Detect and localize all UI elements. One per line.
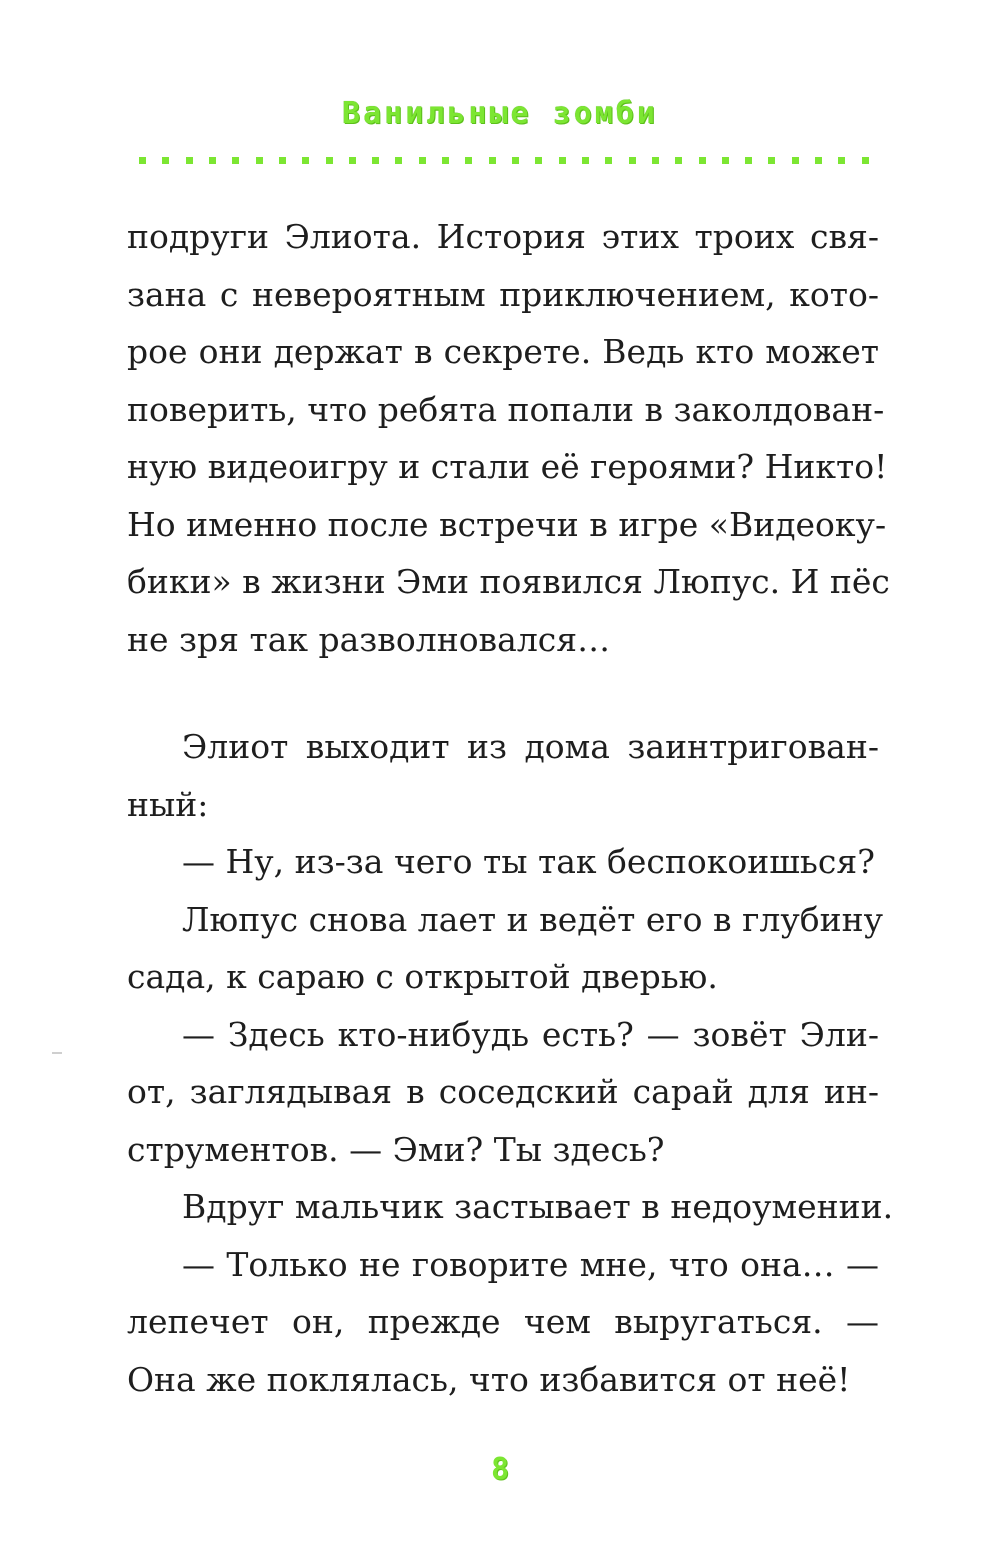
page-number: 8 [490, 1452, 510, 1487]
margin-mark [52, 1052, 62, 1054]
text-line: подруги Элиота. История этих троих свя- [127, 217, 879, 256]
text-line: сада, к сараю с открытой дверью. [127, 957, 718, 996]
text-line: Люпус снова лает и ведёт его в глубину [182, 899, 884, 939]
running-title: Ванильные зомби [342, 96, 658, 131]
text-line: поверить, что ребята попали в заколдован- [127, 389, 885, 429]
text-line: — Ну, из-за чего ты так беспокоишься? [182, 842, 875, 881]
text-line: — Здесь кто-нибудь есть? — зовёт Эли- [182, 1014, 879, 1054]
text-line: лепечет он, прежде чем выругаться. — [127, 1302, 879, 1341]
text-line: ную видеоигру и стали её героями? Никто! [127, 447, 888, 486]
text-line: Но именно после встречи в игре «Видеоку- [127, 504, 887, 544]
text-line: Она же поклялась, что избавится от неё! [127, 1359, 851, 1399]
text-line: рое они держат в секрете. Ведь кто может [127, 332, 879, 371]
paragraph-story [127, 718, 894, 1408]
dotted-divider [139, 153, 869, 167]
text-line: Вдруг мальчик застывает в недоумении. [182, 1187, 894, 1226]
text-line: бики» в жизни Эми появился Люпус. И пёс [127, 562, 890, 601]
text-line: не зря так разволновался… [127, 619, 611, 659]
text-line: ный: [127, 784, 209, 824]
text-line: зана с невероятным приключением, кото- [127, 274, 879, 314]
text-line: от, заглядывая в соседский сарай для ин- [127, 1072, 879, 1111]
text-line: Элиот выходит из дома заинтригован- [182, 727, 879, 766]
text-line: — Только не говорите мне, что она… — [182, 1244, 879, 1284]
paragraph-intro [127, 208, 890, 668]
text-line: струментов. — Эми? Ты здесь? [127, 1129, 665, 1169]
